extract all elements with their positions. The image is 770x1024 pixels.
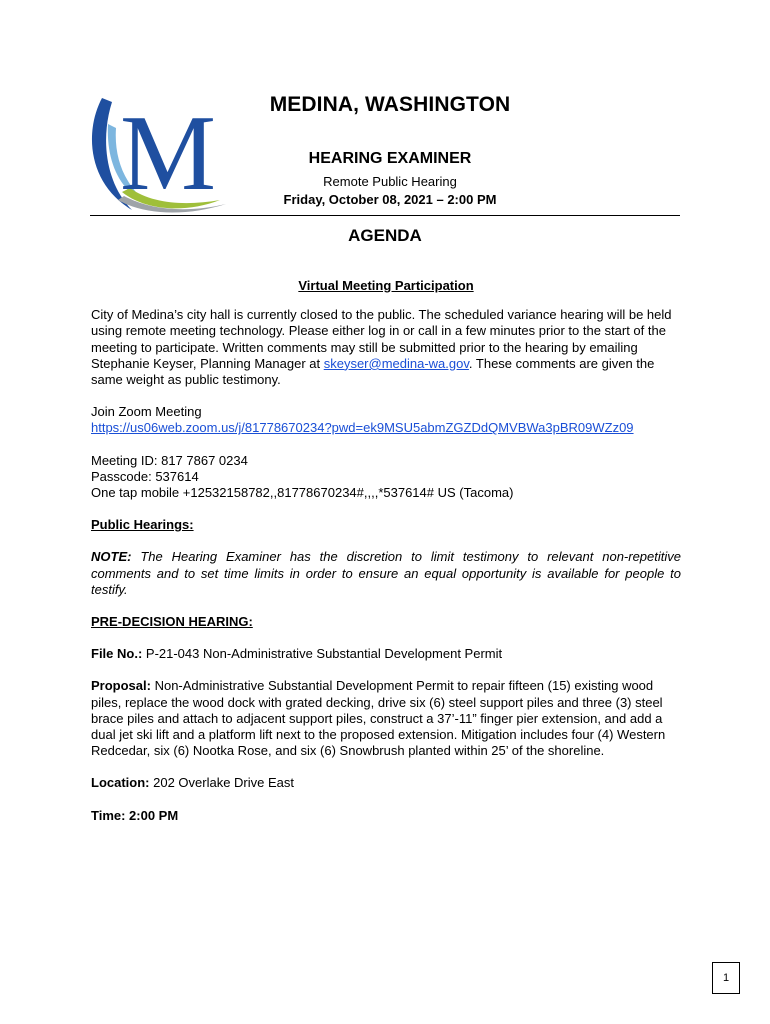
file-value: P-21-043 Non-Administrative Substantial Development Permit [142, 646, 503, 662]
city-title: MEDINA, WASHINGTON [269, 93, 511, 116]
meeting-id: Meeting ID: 817 7867 0234 [91, 452, 248, 468]
meeting-type: Remote Public Hearing [323, 174, 457, 189]
header-divider [90, 215, 680, 216]
note-text: The Hearing Examiner has the discretion to limit testimony to relevant non-repetitive comments and to set time limits in order to ensure an equal opportunity is available for people to testify. [91, 549, 681, 597]
page-number: 1 [712, 962, 740, 994]
medina-logo-mark [88, 92, 230, 214]
meeting-date: Friday, October 08, 2021 – 2:00 PM [283, 192, 497, 207]
city-logo [88, 92, 230, 214]
note-label: NOTE: [91, 549, 132, 565]
proposal-value: Non-Administrative Substantial Development Permit to repair fifteen (15) existing wood piles, replace the wood dock with grated decking, drive six (6) steel support piles and three (3) steel brace piles and attach to adjacent support piles, construct a 37’-11” finger pier extension, and add a dual jet ski lift and a platform lift next to the proposed extension. Mitigation includes four (4) Western Redcedar, six (6) Nootka Rose, and six (6) Snowbrush planted within 25’ of the shoreline. [91, 678, 666, 759]
virtual-participation-heading: Virtual Meeting Participation [298, 278, 474, 293]
proposal [91, 678, 681, 759]
virtual-paragraph-text: City of Medina’s city hall is currently closed to the public. The scheduled variance hearing will be held using remote meeting technology. Please either log in or call in a few minutes prior to the start of the meeting to participate. Written comments may still be submitted prior to the hearing by emailing Stephanie Keyser, Planning Manager at [91, 307, 672, 371]
location-value: 202 Overlake Drive East [149, 775, 295, 791]
public-hearings-heading: Public Hearings: [91, 517, 194, 533]
location [91, 775, 681, 791]
zoom-join-label: Join Zoom Meeting [91, 404, 202, 420]
pre-decision-heading: PRE-DECISION HEARING: [91, 614, 253, 630]
location-label: Location: [91, 775, 150, 791]
hearing-time: Time: 2:00 PM [91, 807, 179, 823]
email-link[interactable]: skeyser@medina-wa.gov [323, 355, 469, 371]
file-label: File No.: [91, 646, 143, 662]
virtual-paragraph-end: . These comments are given the same weight as public testimony. [91, 355, 655, 388]
proposal-label: Proposal: [91, 678, 151, 694]
agenda-body [91, 278, 681, 824]
agenda-title: AGENDA [348, 226, 422, 245]
hearing-examiner-title: HEARING EXAMINER [308, 150, 472, 167]
zoom-link-line [91, 420, 681, 436]
passcode: Passcode: 537614 [91, 468, 199, 484]
zoom-link[interactable]: https://us06web.zoom.us/j/81778670234?pwd=ek9MSU5abmZGZDdQMVBWa3pBR09WZz09 [91, 420, 634, 436]
note-paragraph [91, 549, 681, 598]
file-number [91, 646, 681, 662]
one-tap-mobile: One tap mobile +12532158782,,81778670234#,,,,*537614# US (Tacoma) [91, 485, 514, 501]
logo-letter: M [119, 94, 217, 213]
virtual-participation-paragraph [91, 307, 681, 388]
